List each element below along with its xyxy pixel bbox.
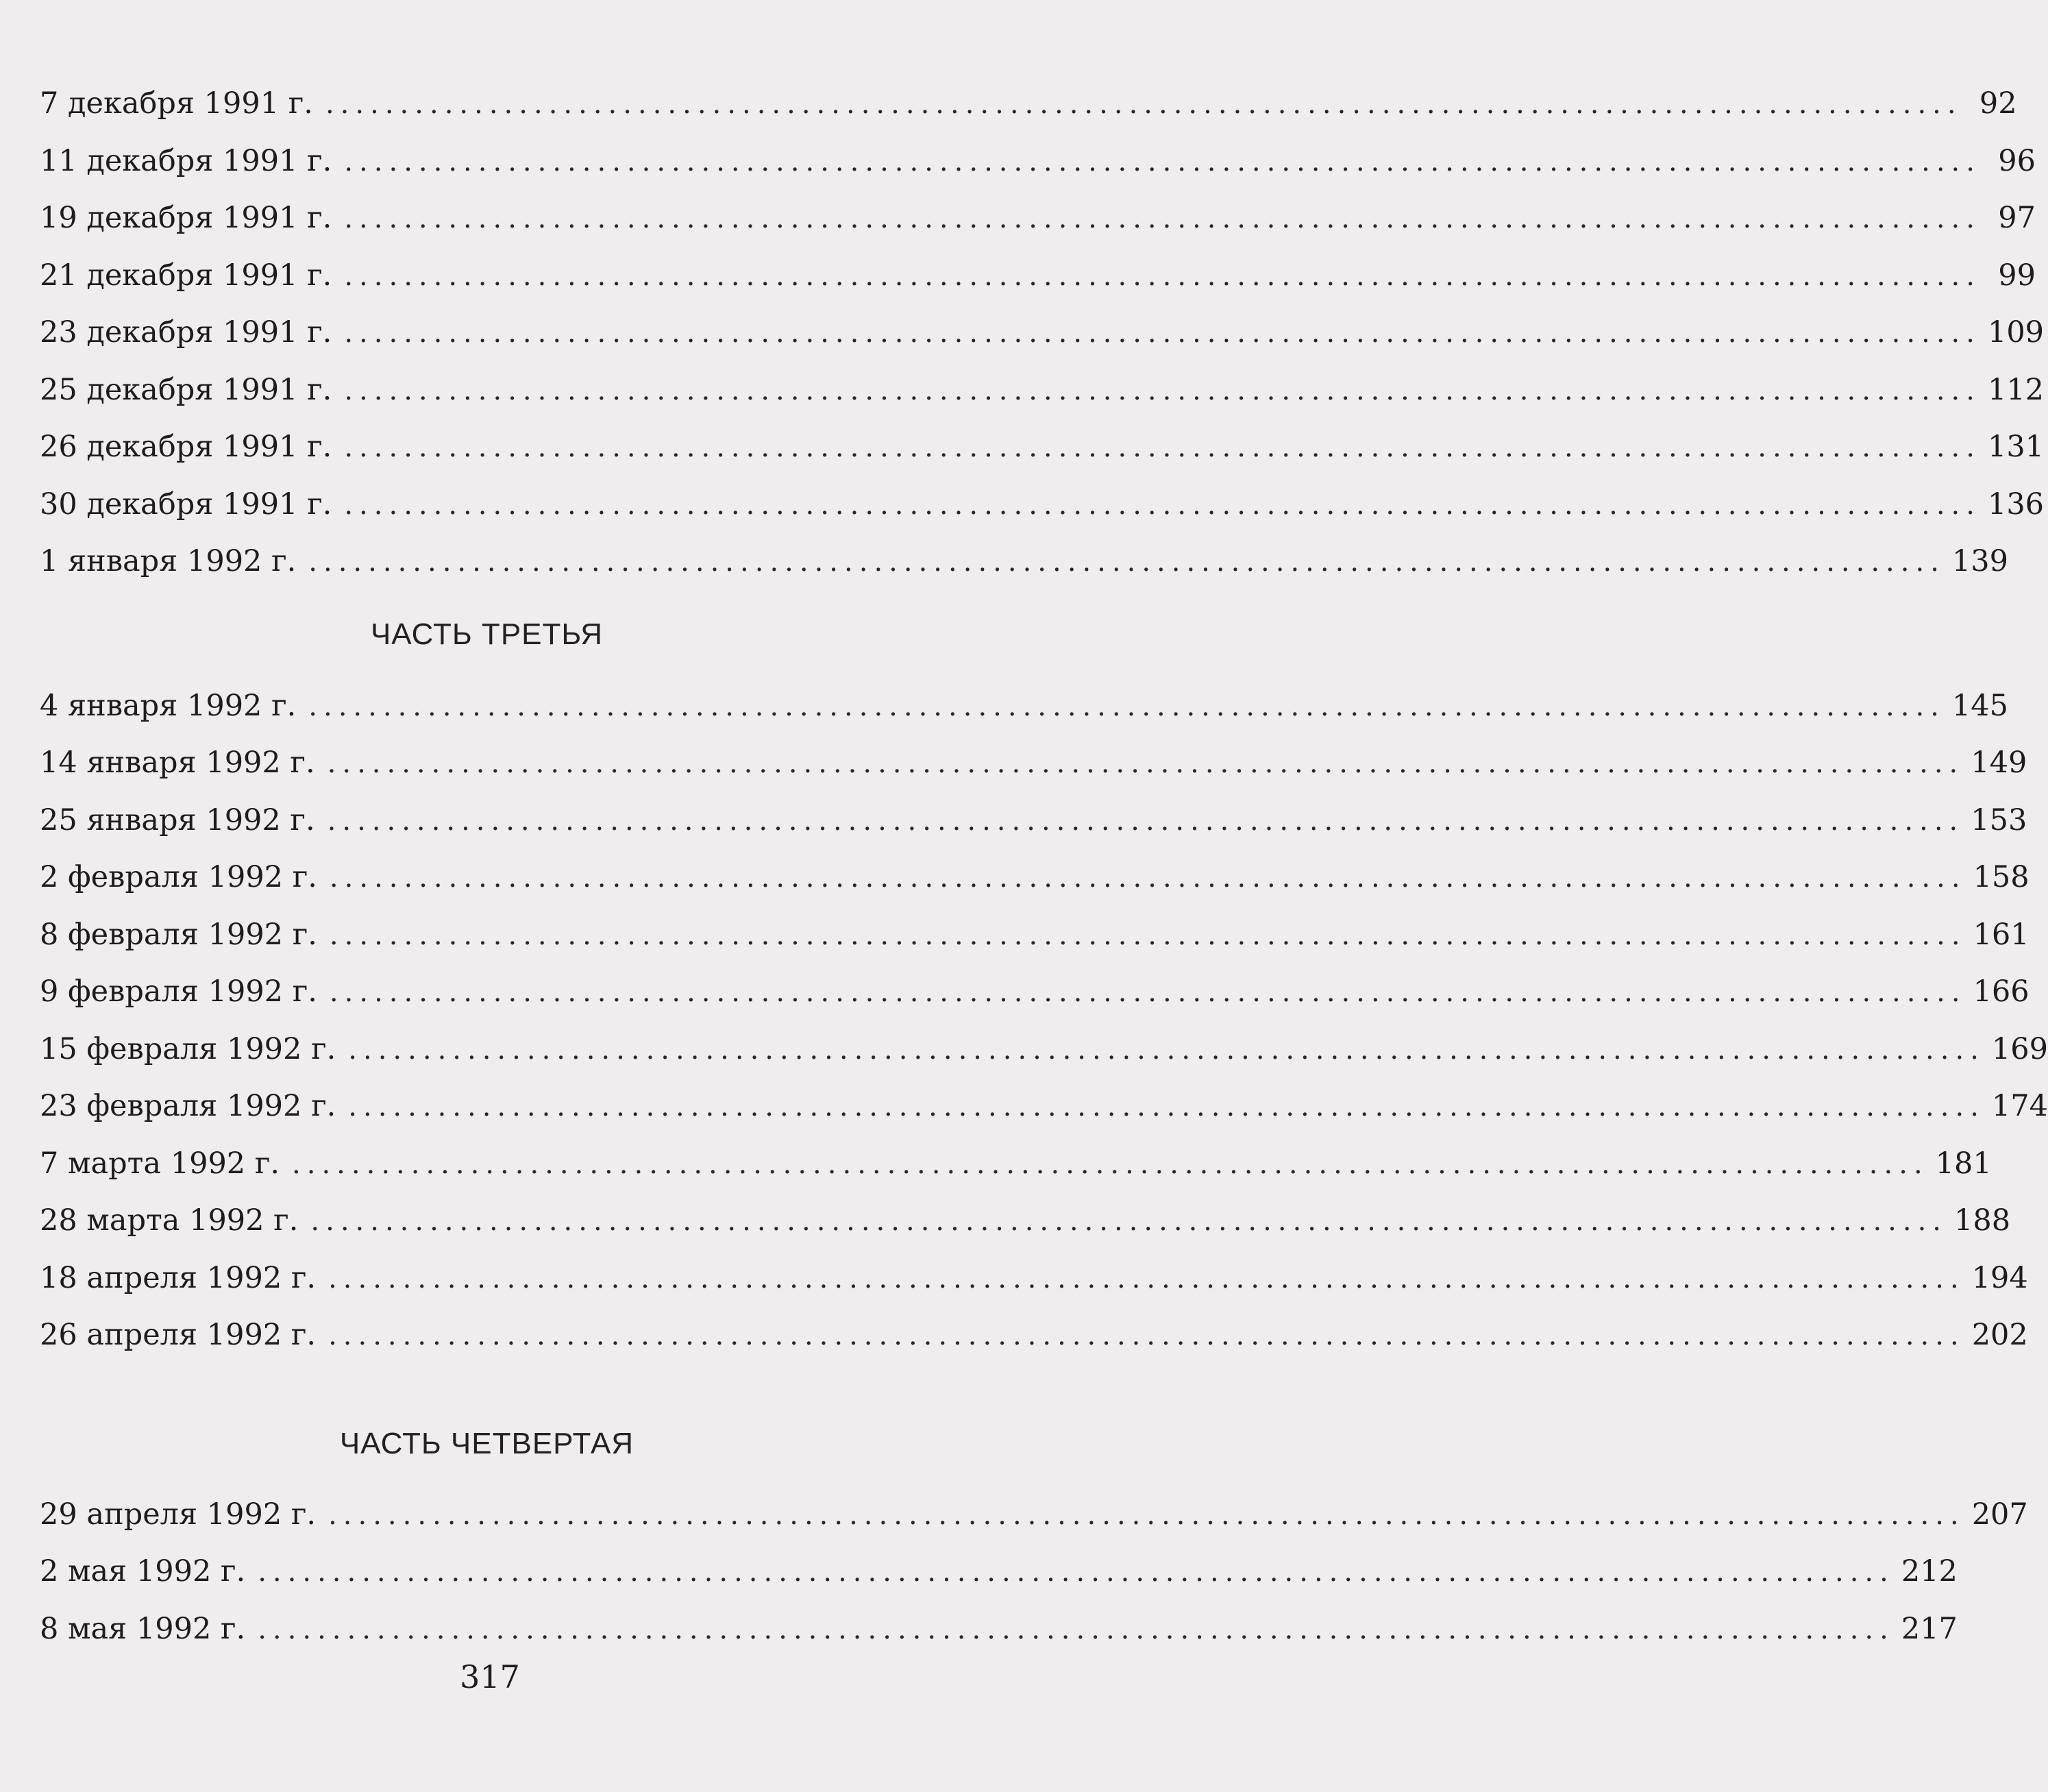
toc-entry-label: 26 декабря 1991 г. bbox=[40, 430, 332, 464]
toc-entry-page: 109 bbox=[1987, 315, 2045, 349]
toc-entry-label: 30 декабря 1991 г. bbox=[40, 487, 332, 521]
toc-entry-page: 188 bbox=[1954, 1203, 2011, 1238]
toc-entry-label: 23 февраля 1992 г. bbox=[40, 1089, 336, 1123]
toc-entry[interactable] bbox=[40, 75, 2017, 133]
toc-entry-page: 92 bbox=[1979, 86, 2017, 121]
dot-leader: .............................................................................................................. bbox=[344, 203, 1981, 234]
toc-entry-page: 131 bbox=[1987, 430, 2045, 464]
dot-leader: .............................................................................................................. bbox=[308, 546, 1945, 578]
toc-entry[interactable] bbox=[40, 1307, 2028, 1364]
dot-leader: .............................................................................................................. bbox=[344, 432, 1981, 463]
toc-entry-page: 202 bbox=[1971, 1318, 2028, 1352]
toc-entry-label: 11 декабря 1991 г. bbox=[40, 143, 332, 178]
toc-entry-page: 212 bbox=[1901, 1554, 1958, 1588]
toc-entry-label: 25 декабря 1991 г. bbox=[40, 372, 332, 407]
toc-entry-label: 21 декабря 1991 г. bbox=[40, 258, 332, 293]
dot-leader: .............................................................................................................. bbox=[327, 805, 1964, 837]
toc-entry[interactable] bbox=[40, 1543, 1958, 1601]
toc-entry-label: 8 февраля 1992 г. bbox=[40, 917, 317, 952]
part-heading: ЧАСТЬ ЧЕТВЕРТАЯ bbox=[339, 1426, 634, 1460]
toc-entry-page: 158 bbox=[1973, 860, 2030, 894]
toc-entry-page: 96 bbox=[1998, 143, 2036, 178]
toc-entry[interactable] bbox=[40, 419, 2045, 476]
toc-entry-page: 112 bbox=[1987, 372, 2045, 407]
dot-leader: .............................................................................................................. bbox=[328, 1320, 1965, 1351]
toc-entry-label: 2 мая 1992 г. bbox=[40, 1554, 246, 1588]
dot-leader: .............................................................................................................. bbox=[344, 489, 1981, 521]
toc-entry-label: 29 апреля 1992 г. bbox=[40, 1497, 317, 1532]
toc-entry[interactable] bbox=[40, 1136, 1992, 1193]
toc-entry[interactable] bbox=[40, 963, 2030, 1021]
dot-leader: .............................................................................................................. bbox=[344, 145, 1981, 177]
toc-entry-page: 97 bbox=[1998, 201, 2036, 235]
toc-entry[interactable] bbox=[40, 190, 2036, 247]
dot-leader: .............................................................................................................. bbox=[292, 1148, 1929, 1180]
dot-leader: .............................................................................................................. bbox=[308, 690, 1945, 722]
toc-entry-label: 18 апреля 1992 г. bbox=[40, 1260, 317, 1295]
toc-section-continued bbox=[40, 75, 2045, 591]
toc-entry[interactable] bbox=[40, 476, 2045, 534]
toc-entry[interactable] bbox=[40, 907, 2030, 964]
page-number: 317 bbox=[460, 1658, 520, 1695]
toc-entry-page: 169 bbox=[1991, 1031, 2048, 1066]
toc-entry-label: 26 апреля 1992 г. bbox=[40, 1318, 317, 1352]
dot-leader: .............................................................................................................. bbox=[344, 260, 1981, 292]
toc-entry-label: 23 декабря 1991 г. bbox=[40, 315, 332, 349]
toc-entry-page: 145 bbox=[1951, 688, 2008, 723]
toc-entry[interactable] bbox=[40, 1486, 2028, 1544]
toc-entry[interactable] bbox=[40, 304, 2045, 362]
dot-leader: .............................................................................................................. bbox=[329, 862, 1966, 894]
dot-leader: .............................................................................................................. bbox=[344, 374, 1981, 406]
toc-entry-label: 9 февраля 1992 г. bbox=[40, 974, 317, 1009]
dot-leader: .............................................................................................................. bbox=[310, 1205, 1948, 1237]
table-of-contents bbox=[40, 75, 2048, 1658]
toc-entry-page: 149 bbox=[1971, 746, 2027, 780]
toc-entry[interactable] bbox=[40, 362, 2045, 419]
dot-leader: .............................................................................................................. bbox=[328, 1499, 1965, 1531]
toc-entry[interactable] bbox=[40, 533, 2008, 591]
toc-entry-label: 25 января 1992 г. bbox=[40, 802, 315, 837]
toc-entry[interactable] bbox=[40, 792, 2027, 850]
toc-entry-page: 99 bbox=[1998, 258, 2036, 293]
toc-entry[interactable] bbox=[40, 678, 2008, 735]
dot-leader: .............................................................................................................. bbox=[328, 1262, 1965, 1294]
toc-entry-label: 2 февраля 1992 г. bbox=[40, 860, 317, 894]
toc-entry-label: 15 февраля 1992 г. bbox=[40, 1031, 336, 1066]
toc-entry-page: 207 bbox=[1971, 1497, 2028, 1532]
section-gap bbox=[40, 1364, 934, 1401]
dot-leader: .............................................................................................................. bbox=[325, 88, 1962, 120]
toc-entry-label: 28 марта 1992 г. bbox=[40, 1203, 299, 1238]
toc-entry-page: 136 bbox=[1987, 487, 2045, 521]
toc-section-part-four bbox=[40, 1401, 2028, 1658]
toc-entry[interactable] bbox=[40, 133, 2036, 191]
dot-leader: .............................................................................................................. bbox=[348, 1033, 1985, 1066]
toc-entry[interactable] bbox=[40, 1192, 2011, 1250]
toc-entry-page: 153 bbox=[1971, 802, 2027, 837]
toc-entry-label: 14 января 1992 г. bbox=[40, 746, 315, 780]
toc-entry-label: 7 декабря 1991 г. bbox=[40, 86, 313, 121]
toc-section-part-three bbox=[40, 591, 2048, 1364]
toc-entry-label: 8 мая 1992 г. bbox=[40, 1611, 246, 1646]
toc-entry[interactable] bbox=[40, 849, 2030, 907]
toc-entry-label: 19 декабря 1991 г. bbox=[40, 201, 332, 235]
dot-leader: .............................................................................................................. bbox=[327, 748, 1964, 779]
dot-leader: .............................................................................................................. bbox=[344, 317, 1981, 349]
toc-entry-page: 174 bbox=[1991, 1089, 2048, 1123]
toc-entry[interactable] bbox=[40, 1078, 2048, 1136]
toc-entry-label: 7 марта 1992 г. bbox=[40, 1146, 280, 1181]
toc-entry-label: 1 января 1992 г. bbox=[40, 544, 297, 578]
dot-leader: .............................................................................................................. bbox=[258, 1613, 1895, 1645]
part-heading: ЧАСТЬ ТРЕТЬЯ bbox=[370, 617, 604, 651]
dot-leader: .............................................................................................................. bbox=[329, 919, 1966, 951]
toc-entry-page: 139 bbox=[1951, 544, 2008, 578]
toc-entry[interactable] bbox=[40, 735, 2027, 792]
toc-entry[interactable] bbox=[40, 247, 2036, 305]
toc-entry[interactable] bbox=[40, 1601, 1958, 1658]
toc-entry[interactable] bbox=[40, 1250, 2028, 1308]
toc-entry-label: 4 января 1992 г. bbox=[40, 688, 297, 723]
toc-entry-page: 166 bbox=[1973, 974, 2030, 1009]
toc-entry[interactable] bbox=[40, 1021, 2048, 1079]
dot-leader: .............................................................................................................. bbox=[348, 1091, 1985, 1122]
dot-leader: .............................................................................................................. bbox=[258, 1556, 1895, 1588]
toc-entry-page: 161 bbox=[1973, 917, 2030, 952]
toc-entry-page: 217 bbox=[1901, 1611, 1958, 1646]
dot-leader: .............................................................................................................. bbox=[329, 977, 1966, 1008]
toc-entry-page: 181 bbox=[1935, 1146, 1992, 1181]
toc-entry-page: 194 bbox=[1971, 1260, 2028, 1295]
